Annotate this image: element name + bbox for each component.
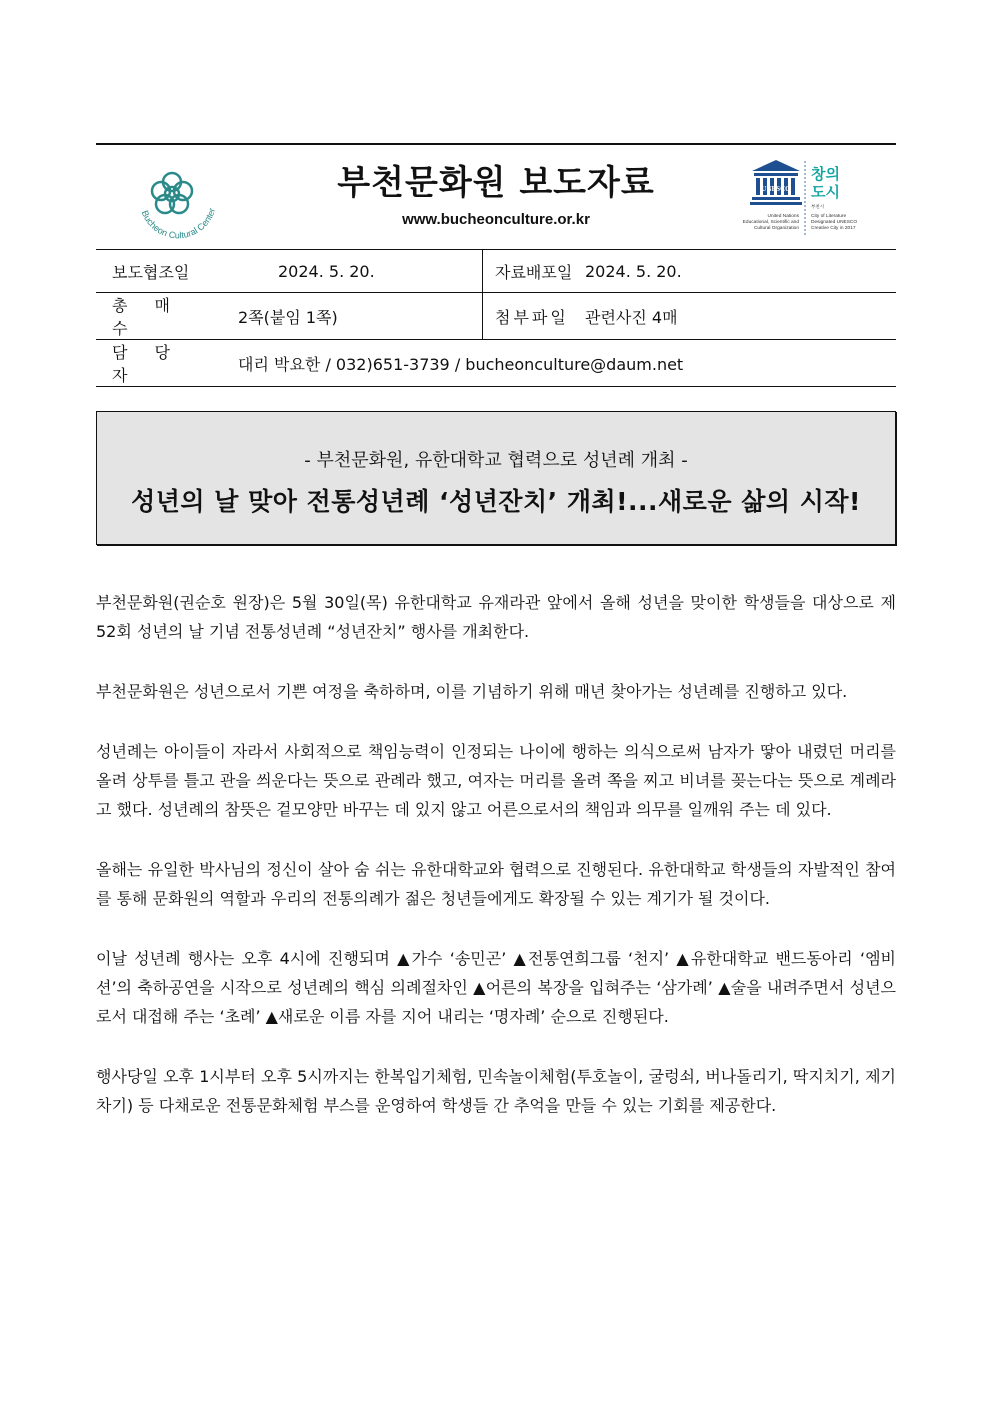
city-line-2: Designated UNESCO [811,220,858,225]
unesco-org-line-2: Educational, Scientific and [742,220,799,225]
unesco-creative-city-logo [736,157,896,239]
paragraph: 부천문화원은 성년으로서 기쁜 여정을 축하하며, 이를 기념하기 위해 매년 찾아가는 성년례를 진행하고 있다. [96,682,848,701]
release-info-table [96,250,896,387]
page-count-value: 2쪽(붙임 1쪽) [212,293,483,340]
city-line-1: City of Literature [811,214,847,219]
headline-title: 성년의 날 맞아 전통성년례 ‘성년잔치’ 개최!...새로운 삶의 시작! [131,487,861,516]
press-release-page [96,143,896,1151]
paragraph: 행사당일 오후 1시부터 오후 5시까지는 한복입기체험, 민속놀이체험(투호놀이, 굴렁쇠, 버나돌리기, 딱지치기, 제기차기) 등 다채로운 전통문화체험 부스를 운영하여 학생들 간 추억을 만들 수 있는 기회를 제공한다. [96,1067,896,1115]
headline-box [96,411,896,545]
info-row-contact [96,340,896,387]
website-url: www.bucheonculture.or.kr [402,211,590,228]
page-count-label: 총 매 수 [96,293,212,340]
unesco-org-line-3: Cultural Organization [753,226,799,231]
attachment-label: 첨부파일 [483,293,586,340]
info-row-pages [96,293,896,340]
headline-subtitle: - 부천문화원, 유한대학교 협력으로 성년례 개최 - [304,450,688,471]
paragraph: 올해는 유일한 박사님의 정신이 살아 숨 쉬는 유한대학교와 협력으로 진행된다. 유한대학교 학생들의 자발적인 참여를 통해 문화원의 역할과 우리의 전통의례가 젊은 청년들에게도 확장될 수 있는 계기가 될 것이다. [96,860,896,908]
attachment-value: 관련사진 4매 [585,293,896,340]
logo-arc-text: Bucheon Cultural Center [139,206,218,239]
embargo-date-label: 보도협조일 [96,250,212,293]
unesco-text: UNESCO [761,185,791,193]
release-date-label: 자료배포일 [483,250,586,293]
paragraph: 성년례는 아이들이 자라서 사회적으로 책임능력이 인정되는 나이에 행하는 의식으로써 남자가 땋아 내렸던 머리를 올려 상투를 틀고 관을 씌운다는 뜻으로 관례라 했고, 여자는 머리를 올려 쪽을 찌고 비녀를 꽂는다는 뜻으로 계례라고 했다. 성년례의 참뜻은 겉모양만 바꾸는 데 있지 않고 어른으로서의 책임과 의무를 일깨워 주는 데 있다. [96,742,896,819]
paragraph: 이날 성년례 행사는 오후 4시에 진행되며 ▲가수 ‘송민곤’ ▲전통연희그룹 ‘천지’ ▲유한대학교 밴드동아리 ‘엠비션’의 축하공연을 시작으로 성년례의 핵심 의례절차인 ▲어른의 복장을 입혀주는 ‘삼가례’ ▲술을 내려주면서 성년으로서 대접해 주는 ‘초례’ ▲새로운 이름 자를 지어 내리는 ‘명자례’ 순으로 진행된다. [96,949,896,1026]
city-name: 부천시 [811,205,825,210]
embargo-date-value: 2024. 5. 20. [212,250,483,293]
info-row-dates [96,250,896,293]
contact-label: 담 당 자 [96,340,212,387]
contact-value: 대리 박요한 / 032)651-3739 / bucheonculture@daum.net [212,340,896,387]
city-line-3: Creative City in 2017 [811,226,856,231]
header [96,143,896,250]
unesco-org-line-1: United Nations [767,214,799,219]
page-title: 부천문화원 보도자료 [337,163,655,203]
release-date-value: 2024. 5. 20. [585,250,896,293]
creative-city-title-1: 창의 [811,165,840,183]
article-body [96,588,896,1120]
paragraph: 부천문화원(권순호 원장)은 5월 30일(목) 유한대학교 유재라관 앞에서 올해 성년을 맞이한 학생들을 대상으로 제52회 성년의 날 기념 전통성년례 “성년잔치” 행사를 개최한다. [96,593,896,641]
creative-city-title-2: 도시 [811,183,840,201]
